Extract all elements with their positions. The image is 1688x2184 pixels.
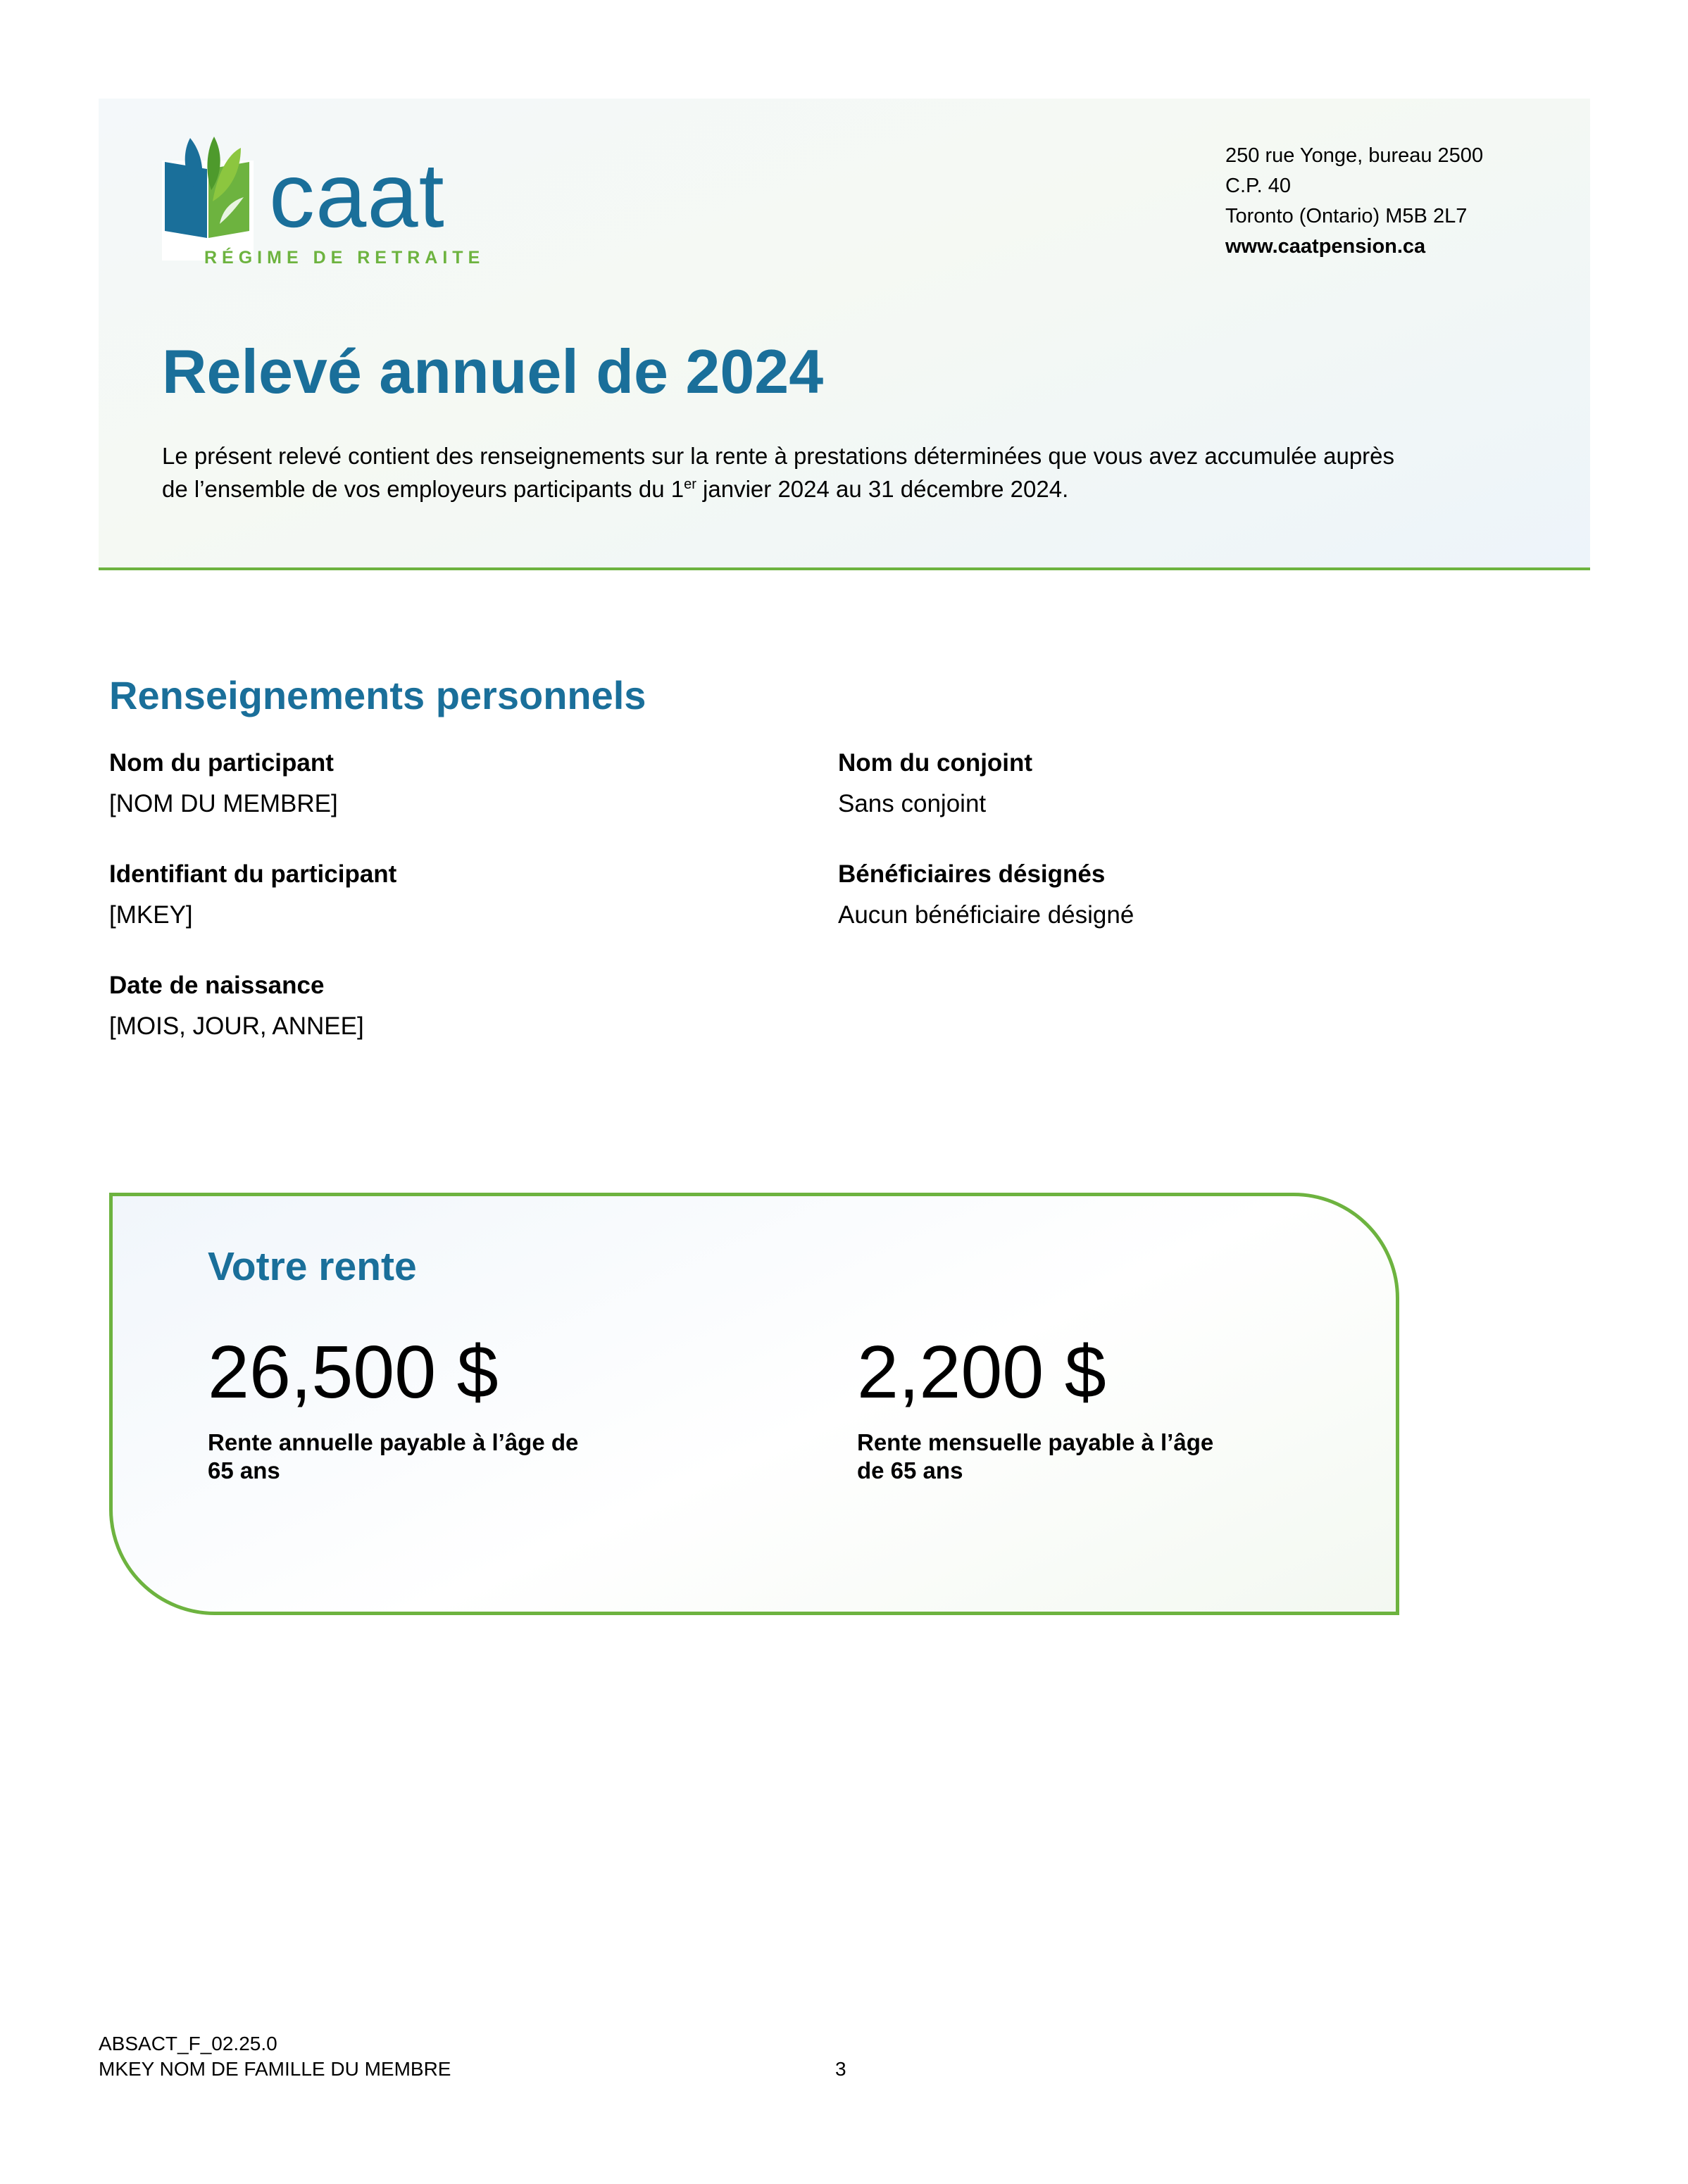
annual-pension-amount: 26,500 $	[208, 1331, 499, 1414]
field-label: Nom du participant	[109, 749, 334, 777]
intro-superscript: er	[684, 477, 696, 492]
document-code: ABSACT_F_02.25.0	[99, 2033, 277, 2054]
field-value: [MKEY]	[109, 901, 193, 929]
monthly-pension-amount: 2,200 $	[857, 1331, 1106, 1414]
address-line-street: 250 rue Yonge, bureau 2500	[1225, 144, 1484, 167]
caat-logo	[162, 134, 493, 275]
field-label: Bénéficiaires désignés	[838, 860, 1106, 888]
intro-text-end: janvier 2024 au 31 décembre 2024.	[696, 476, 1069, 502]
address-line-po-box: C.P. 40	[1225, 175, 1291, 197]
field-label: Date de naissance	[109, 972, 325, 999]
field-beneficiaries	[838, 859, 1134, 931]
field-value: Sans conjoint	[838, 790, 987, 817]
field-value: [MOIS, JOUR, ANNEE]	[109, 1012, 364, 1040]
intro-text: Le présent relevé contient des renseignements sur la rente à prestations déterminées que vous avez accumulée auprès de l’ensemble de vos employeurs participants du 1	[162, 443, 1395, 502]
pension-heading: Votre rente	[208, 1244, 417, 1289]
personal-info-heading: Renseignements personnels	[109, 673, 646, 717]
logo-tagline: RÉGIME DE RETRAITE	[204, 248, 485, 268]
address-block	[1225, 141, 1483, 262]
address-line-city: Toronto (Ontario) M5B 2L7	[1225, 205, 1468, 227]
website-link[interactable]: www.caatpension.ca	[1225, 235, 1426, 258]
page-number: 3	[835, 2058, 846, 2080]
member-footer-line: MKEY NOM DE FAMILLE DU MEMBRE	[99, 2058, 451, 2080]
annual-pension-label: Rente annuelle payable à l’âge de 65 ans	[208, 1429, 579, 1483]
field-value: [NOM DU MEMBRE]	[109, 790, 338, 817]
page-title: Relevé annuel de 2024	[162, 337, 824, 406]
footer	[99, 2031, 451, 2082]
logo-wordmark: caat	[269, 144, 445, 246]
field-value: Aucun bénéficiaire désigné	[838, 901, 1134, 929]
intro-paragraph	[162, 441, 1401, 503]
book-leaf-icon	[162, 134, 268, 261]
pension-summary-box	[109, 1193, 1399, 1615]
field-spouse-name	[838, 748, 1032, 820]
field-birth-date	[109, 970, 364, 1042]
field-member-name	[109, 748, 338, 820]
field-label: Nom du conjoint	[838, 749, 1033, 777]
field-member-id	[109, 859, 396, 931]
monthly-pension-label: Rente mensuelle payable à l’âge de 65 ans	[857, 1429, 1214, 1483]
field-label: Identifiant du participant	[109, 860, 397, 888]
